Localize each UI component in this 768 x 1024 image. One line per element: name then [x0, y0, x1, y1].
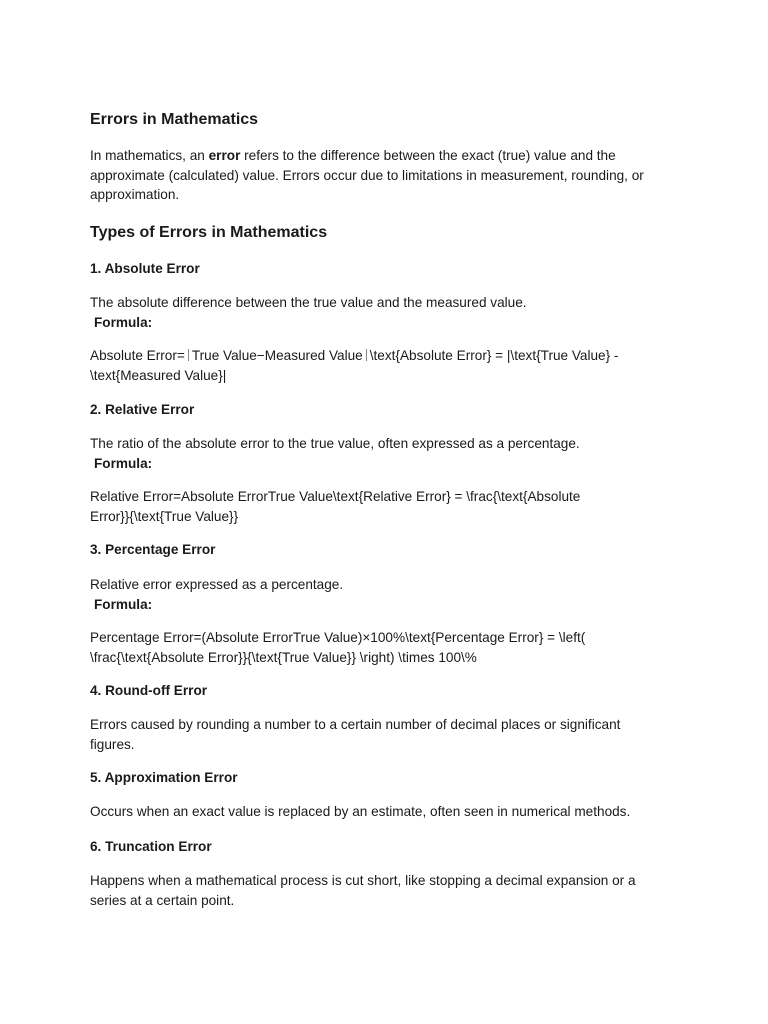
- section-desc-approximation-error: [90, 802, 650, 822]
- approximation-desc: Occurs when an exact value is replaced by an estimate, often seen in numerical methods.: [90, 804, 631, 819]
- intro-text-line2: approximate (calculated) value. Errors occur due to limitations in measurement, rounding, or: [90, 167, 644, 183]
- formula-absolute-error: [90, 346, 650, 385]
- intro-text-prefix: In mathematics, an: [90, 148, 209, 163]
- relative-error-desc: The ratio of the absolute error to the true value, often expressed as a percentage.: [90, 436, 580, 451]
- section-heading-round-off-error: 4. Round-off Error: [90, 683, 208, 698]
- absolute-value-bar-left: [188, 349, 189, 361]
- formula-label-absolute-error: Formula:: [94, 314, 153, 330]
- formula-percentage-error: [90, 628, 650, 667]
- section-desc-percentage-error: [90, 575, 650, 614]
- section-desc-round-off-error: [90, 715, 650, 754]
- absolute-formula-part-b: True Value−Measured Value: [191, 348, 363, 363]
- absolute-formula-part-c: \text{Absolute Error} = |\text{True Value} -: [369, 348, 619, 363]
- section-heading-truncation-error: 6. Truncation Error: [90, 839, 212, 854]
- intro-text-line3: approximation.: [90, 187, 180, 202]
- types-heading: Types of Errors in Mathematics: [90, 224, 328, 241]
- truncation-desc-line2: series at a certain point.: [90, 892, 235, 908]
- intro-bold-term: error: [208, 148, 241, 163]
- percentage-error-desc: Relative error expressed as a percentage.: [90, 577, 344, 592]
- absolute-error-desc: The absolute difference between the true value and the measured value.: [90, 295, 527, 310]
- absolute-value-bar-right: [366, 349, 367, 361]
- absolute-formula-part-a: Absolute Error=: [90, 348, 185, 363]
- round-off-desc-line1: Errors caused by rounding a number to a certain number of decimal places or significant: [90, 717, 621, 732]
- round-off-desc-line2: figures.: [90, 736, 135, 752]
- formula-label-relative-error: Formula:: [94, 455, 153, 471]
- section-heading-absolute-error: 1. Absolute Error: [90, 261, 200, 276]
- formula-relative-error: [90, 487, 650, 526]
- relative-formula-line2: Error}}{\text{True Value}}: [90, 508, 239, 524]
- section-desc-truncation-error: [90, 871, 650, 910]
- section-heading-relative-error: 2. Relative Error: [90, 402, 195, 417]
- truncation-desc-line1: Happens when a mathematical process is cut short, like stopping a decimal expansion or a: [90, 873, 636, 888]
- section-desc-absolute-error: [90, 293, 650, 332]
- section-heading-approximation-error: 5. Approximation Error: [90, 770, 238, 785]
- document-title: Errors in Mathematics: [90, 111, 259, 128]
- percentage-formula-line2: \frac{\text{Absolute Error}}{\text{True Value}} \right) \times 100\%: [90, 649, 477, 665]
- intro-text-rest: refers to the difference between the exact (true) value and the: [240, 148, 616, 163]
- section-heading-percentage-error: 3. Percentage Error: [90, 542, 216, 557]
- relative-formula-line1: Relative Error=Absolute ErrorTrue Value\text{Relative Error} = \frac{\text{Absolute: [90, 489, 581, 504]
- section-desc-relative-error: [90, 434, 650, 473]
- percentage-formula-line1: Percentage Error=(Absolute ErrorTrue Value)×100%\text{Percentage Error} = \left(: [90, 630, 586, 645]
- intro-paragraph: [90, 146, 650, 205]
- formula-label-percentage-error: Formula:: [94, 596, 153, 612]
- absolute-formula-line2: \text{Measured Value}|: [90, 367, 227, 383]
